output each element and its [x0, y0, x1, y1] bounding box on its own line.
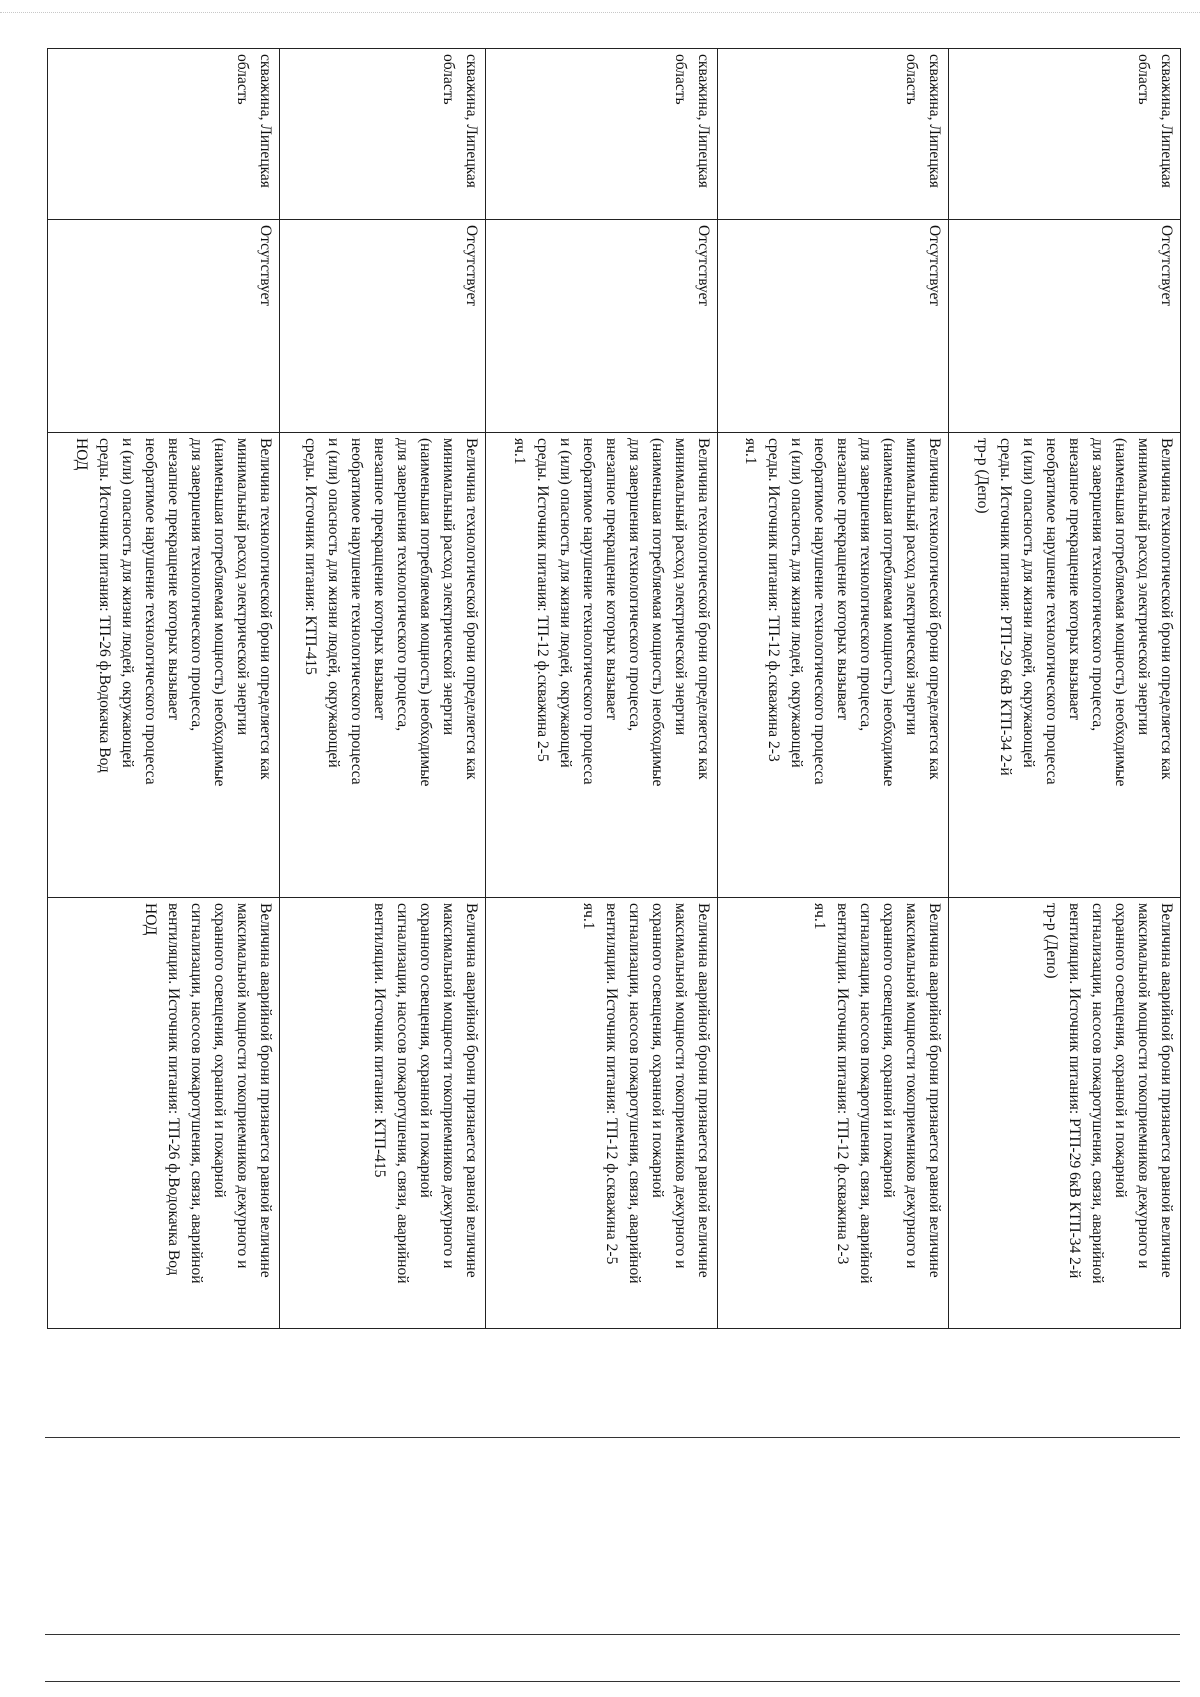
- tech-reserve-cell: Величина технологической брони определяется как минимальный расход электрической энергии (наименьшая потребляемая мощность) необходимые для завершения технологического процесса, внезапное прекращение которых вызывает необратимое нарушение технологического процесса и (или) опасность для жизни людей, окружающей среды. Источник питания: КТП-415: [279, 433, 485, 898]
- separator-line: [45, 1437, 1180, 1438]
- absent-cell: Отсутствует: [486, 220, 718, 433]
- separator-line: [45, 1634, 1180, 1635]
- emergency-reserve-cell: Величина аварийной брони признается равной величине максимальной мощности токоприемников дежурного и охранного освещения, охранной и пожарной сигнализации, насосов пожаротушения, связи, аварийной вентиляции. Источник питания: ТП-12 ф.скважина 2-3 яч.1: [717, 898, 949, 1329]
- tech-reserve-cell: Величина технологической брони определяется как минимальный расход электрической энергии (наименьшая потребляемая мощность) необходимые для завершения технологического процесса, внезапное прекращение которых вызывает необратимое нарушение технологического процесса и (или) опасность для жизни людей, окружающей среды. Источник питания: РТП-29 6кВ КТП-34 2-й тр-р (Депо): [949, 433, 1181, 898]
- absent-cell: Отсутствует: [717, 220, 949, 433]
- separator-line: [45, 1681, 1180, 1682]
- emergency-reserve-cell: Величина аварийной брони признается равной величине максимальной мощности токоприемников дежурного и охранного освещения, охранной и пожарной сигнализации, насосов пожаротушения, связи, аварийной вентиляции. Источник питания: ТП-12 ф.скважина 2-5 яч.1: [486, 898, 718, 1329]
- table-row: [486, 49, 718, 1329]
- power-reserve-table: [47, 48, 1181, 1329]
- location-cell: скважина, Липецкая область: [279, 49, 485, 220]
- emergency-reserve-cell: Величина аварийной брони признается равной величине максимальной мощности токоприемников дежурного и охранного освещения, охранной и пожарной сигнализации, насосов пожаротушения, связи, аварийной вентиляции. Источник питания: РТП-29 6кВ КТП-34 2-й тр-р (Депо): [949, 898, 1181, 1329]
- absent-cell: Отсутствует: [279, 220, 485, 433]
- location-cell: скважина, Липецкая область: [48, 49, 280, 220]
- table-row: [949, 49, 1181, 1329]
- emergency-reserve-cell: Величина аварийной брони признается равной величине максимальной мощности токоприемников дежурного и охранного освещения, охранной и пожарной сигнализации, насосов пожаротушения, связи, аварийной вентиляции. Источник питания: ТП-26 ф.Водокачка Вод НОД: [48, 898, 280, 1329]
- table-row: [717, 49, 949, 1329]
- scan-edge-line: [0, 12, 1200, 13]
- tech-reserve-cell: Величина технологической брони определяется как минимальный расход электрической энергии (наименьшая потребляемая мощность) необходимые для завершения технологического процесса, внезапное прекращение которых вызывает необратимое нарушение технологического процесса и (или) опасность для жизни людей, окружающей среды. Источник питания: ТП-12 ф.скважина 2-5 яч.1: [486, 433, 718, 898]
- emergency-reserve-cell: Величина аварийной брони признается равной величине максимальной мощности токоприемников дежурного и охранного освещения, охранной и пожарной сигнализации, насосов пожаротушения, связи, аварийной вентиляции. Источник питания: КТП-415: [279, 898, 485, 1329]
- tech-reserve-cell: Величина технологической брони определяется как минимальный расход электрической энергии (наименьшая потребляемая мощность) необходимые для завершения технологического процесса, внезапное прекращение которых вызывает необратимое нарушение технологического процесса и (или) опасность для жизни людей, окружающей среды. Источник питания: ТП-26 ф.Водокачка Вод НОД: [48, 433, 280, 898]
- table-row: [48, 49, 280, 1329]
- rotated-table-frame: [47, 48, 1181, 1328]
- location-cell: скважина, Липецкая область: [949, 49, 1181, 220]
- absent-cell: Отсутствует: [949, 220, 1181, 433]
- absent-cell: Отсутствует: [48, 220, 280, 433]
- table-row: [279, 49, 485, 1329]
- tech-reserve-cell: Величина технологической брони определяется как минимальный расход электрической энергии (наименьшая потребляемая мощность) необходимые для завершения технологического процесса, внезапное прекращение которых вызывает необратимое нарушение технологического процесса и (или) опасность для жизни людей, окружающей среды. Источник питания: ТП-12 ф.скважина 2-3 яч.1: [717, 433, 949, 898]
- location-cell: скважина, Липецкая область: [486, 49, 718, 220]
- location-cell: скважина, Липецкая область: [717, 49, 949, 220]
